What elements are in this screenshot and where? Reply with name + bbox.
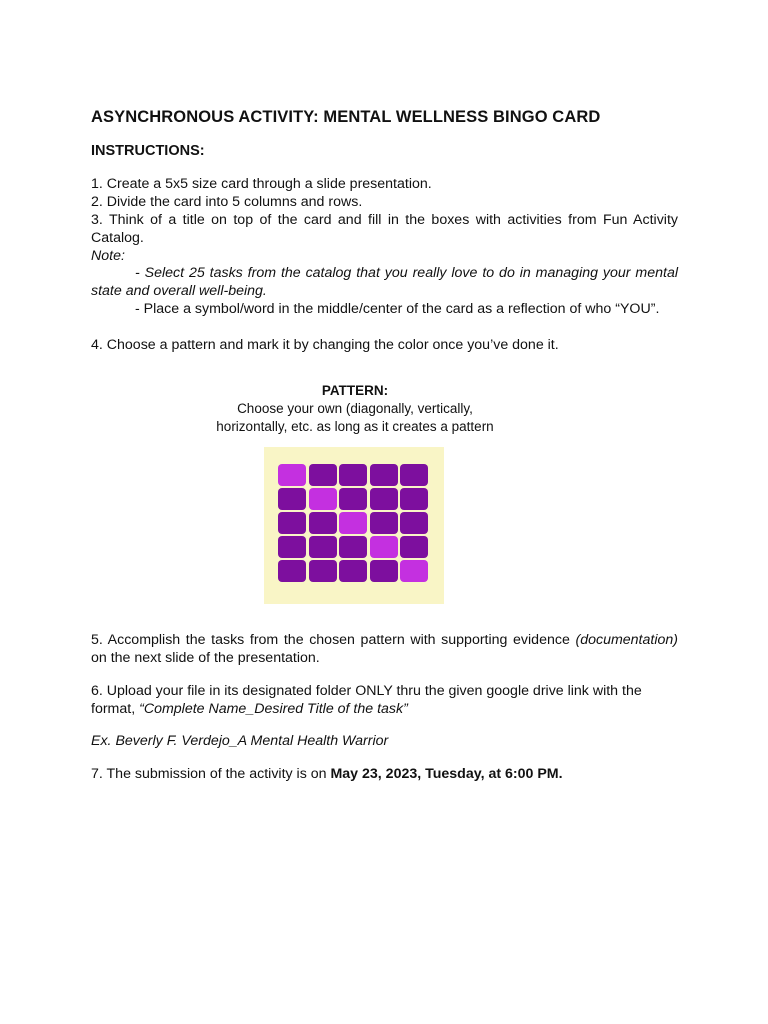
instructions-heading: INSTRUCTIONS:: [91, 143, 205, 159]
step-3: 3. Think of a title on top of the card and fill in the boxes with activities from Fun Activity Catalog.: [91, 212, 678, 246]
pattern-description-line-1: Choose your own (diagonally, vertically,: [237, 401, 473, 416]
bingo-cell-marked: [400, 560, 428, 582]
bingo-cell: [370, 488, 398, 510]
note-item-2: - Place a symbol/word in the middle/center of the card as a reflection of who “YOU”.: [135, 301, 660, 317]
note-item-1: - Select 25 tasks from the catalog that you really love to do in managing your mental state and overall well-being.: [91, 265, 678, 299]
bingo-cell: [339, 560, 367, 582]
bingo-cell-marked: [339, 512, 367, 534]
pattern-description: [190, 400, 520, 436]
step-7-text: 7. The submission of the activity is on: [91, 766, 331, 782]
bingo-cell-marked: [309, 488, 337, 510]
bingo-cell: [339, 536, 367, 558]
pattern-description-line-2: horizontally, etc. as long as it creates a pattern: [216, 419, 494, 434]
step-5-text: 5. Accomplish the tasks from the chosen pattern with supporting evidence: [91, 632, 570, 648]
bingo-cell: [309, 560, 337, 582]
bingo-cell: [309, 512, 337, 534]
bingo-cell: [370, 512, 398, 534]
step-7-deadline: May 23, 2023, Tuesday, at 6:00 PM.: [330, 766, 563, 782]
bingo-cell: [309, 464, 337, 486]
bingo-cell: [370, 560, 398, 582]
bingo-cell: [278, 560, 306, 582]
step-4: 4. Choose a pattern and mark it by changing the color once you’ve done it.: [91, 337, 559, 353]
pattern-heading: PATTERN:: [321, 383, 389, 398]
document-title: ASYNCHRONOUS ACTIVITY: MENTAL WELLNESS BINGO CARD: [91, 108, 601, 126]
note-label: Note:: [91, 248, 125, 264]
step-5-text-end: on the next slide of the presentation.: [91, 650, 320, 666]
bingo-cell: [400, 464, 428, 486]
bingo-cell: [370, 464, 398, 486]
step-6-text: 6. Upload your file in its designated folder ONLY thru the given google drive link with the format,: [91, 683, 642, 717]
bingo-cell: [339, 464, 367, 486]
step-6: [91, 682, 678, 718]
step-6-format: “Complete Name_Desired Title of the task”: [139, 701, 408, 717]
bingo-cell-marked: [370, 536, 398, 558]
bingo-cell: [278, 512, 306, 534]
bingo-card-illustration: [264, 447, 444, 604]
step-5: [91, 631, 678, 667]
bingo-cell: [400, 512, 428, 534]
step-7: [91, 765, 678, 783]
step-5-documentation: (documentation): [575, 632, 678, 648]
bingo-cell: [278, 488, 306, 510]
bingo-grid: [278, 464, 428, 582]
step-2: 2. Divide the card into 5 columns and rows.: [91, 194, 363, 210]
example-line: Ex. Beverly F. Verdejo_A Mental Health Warrior: [91, 733, 389, 749]
bingo-cell: [400, 536, 428, 558]
bingo-cell: [309, 536, 337, 558]
step-1: 1. Create a 5x5 size card through a slide presentation.: [91, 176, 432, 192]
bingo-cell: [339, 488, 367, 510]
bingo-cell-marked: [278, 464, 306, 486]
bingo-cell: [278, 536, 306, 558]
bingo-cell: [400, 488, 428, 510]
